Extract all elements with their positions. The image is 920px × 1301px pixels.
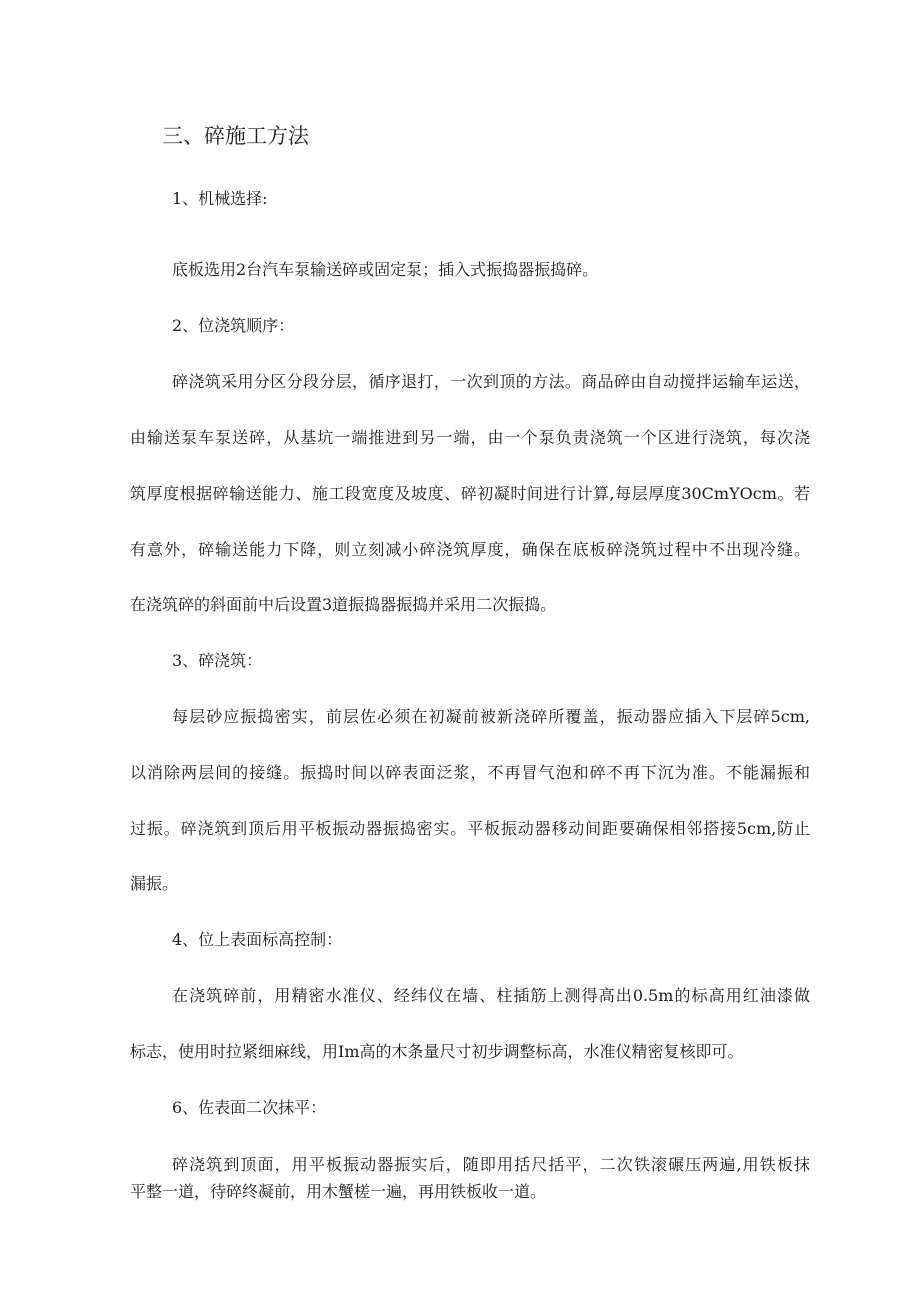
paragraph-line: 在浇筑碎前，用精密水准仪、经纬仪在墙、柱插筋上测得高出0.5m的标高用红油漆做 — [172, 986, 810, 1005]
section-heading: 三、碎施工方法 — [162, 124, 309, 148]
paragraph-line: 筑厚度根据碎输送能力、施工段宽度及坡度、碎初凝时间进行计算,每层厚度30CmYOcm。若 — [130, 484, 810, 503]
paragraph-line: 由输送泵车泵送碎，从基坑一端推进到另一端，由一个泵负责浇筑一个区进行浇筑，每次浇 — [130, 428, 810, 447]
paragraph-line: 碎浇筑到顶面，用平板振动器振实后，随即用括尺括平，二次铁滚碾压两遍,用铁板抹 — [172, 1155, 810, 1174]
paragraph-line: 在浇筑碎的斜面前中后设置3道振捣器振捣并采用二次振捣。 — [130, 595, 557, 614]
paragraph-line: 每层砂应振捣密实，前层佐必须在初凝前被新浇碎所覆盖，振动器应插入下层碎5cm, — [172, 707, 810, 726]
paragraph-line: 标志，使用时拉紧细麻线，用Im高的木条量尺寸初步调整标高，水准仪精密复核即可。 — [130, 1042, 744, 1061]
paragraph-line: 平整一道，待碎终凝前，用木蟹槎一遍，再用铁板收一道。 — [130, 1182, 547, 1201]
subheading-secondary-smoothing: 6、佐表面二次抹平： — [172, 1098, 327, 1117]
paragraph-line: 有意外，碎输送能力下降，则立刻减小碎浇筑厚度，确保在底板碎浇筑过程中不出现冷缝。 — [130, 540, 810, 559]
paragraph-line: 碎浇筑采用分区分段分层，循序退打，一次到顶的方法。商品碎由自动搅拌运输车运送， — [172, 372, 810, 391]
subheading-pour-order: 2、位浇筑顺序： — [172, 316, 295, 335]
paragraph-line: 底板选用2台汽车泵输送碎或固定泵；插入式振捣器振捣碎。 — [172, 260, 599, 279]
paragraph-line: 以消除两层间的接缝。振捣时间以碎表面泛浆，不再冒气泡和碎不再下沉为准。不能漏振和 — [130, 763, 810, 782]
subheading-pouring: 3、碎浇筑： — [172, 651, 263, 670]
paragraph-line: 漏振。 — [130, 874, 179, 893]
subheading-machinery: 1、机械选择: — [172, 189, 268, 208]
paragraph-line: 过振。碎浇筑到顶后用平板振动器振捣密实。平板振动器移动间距要确保相邻搭接5cm,防止 — [130, 819, 810, 838]
subheading-elevation-control: 4、位上表面标高控制： — [172, 930, 343, 949]
